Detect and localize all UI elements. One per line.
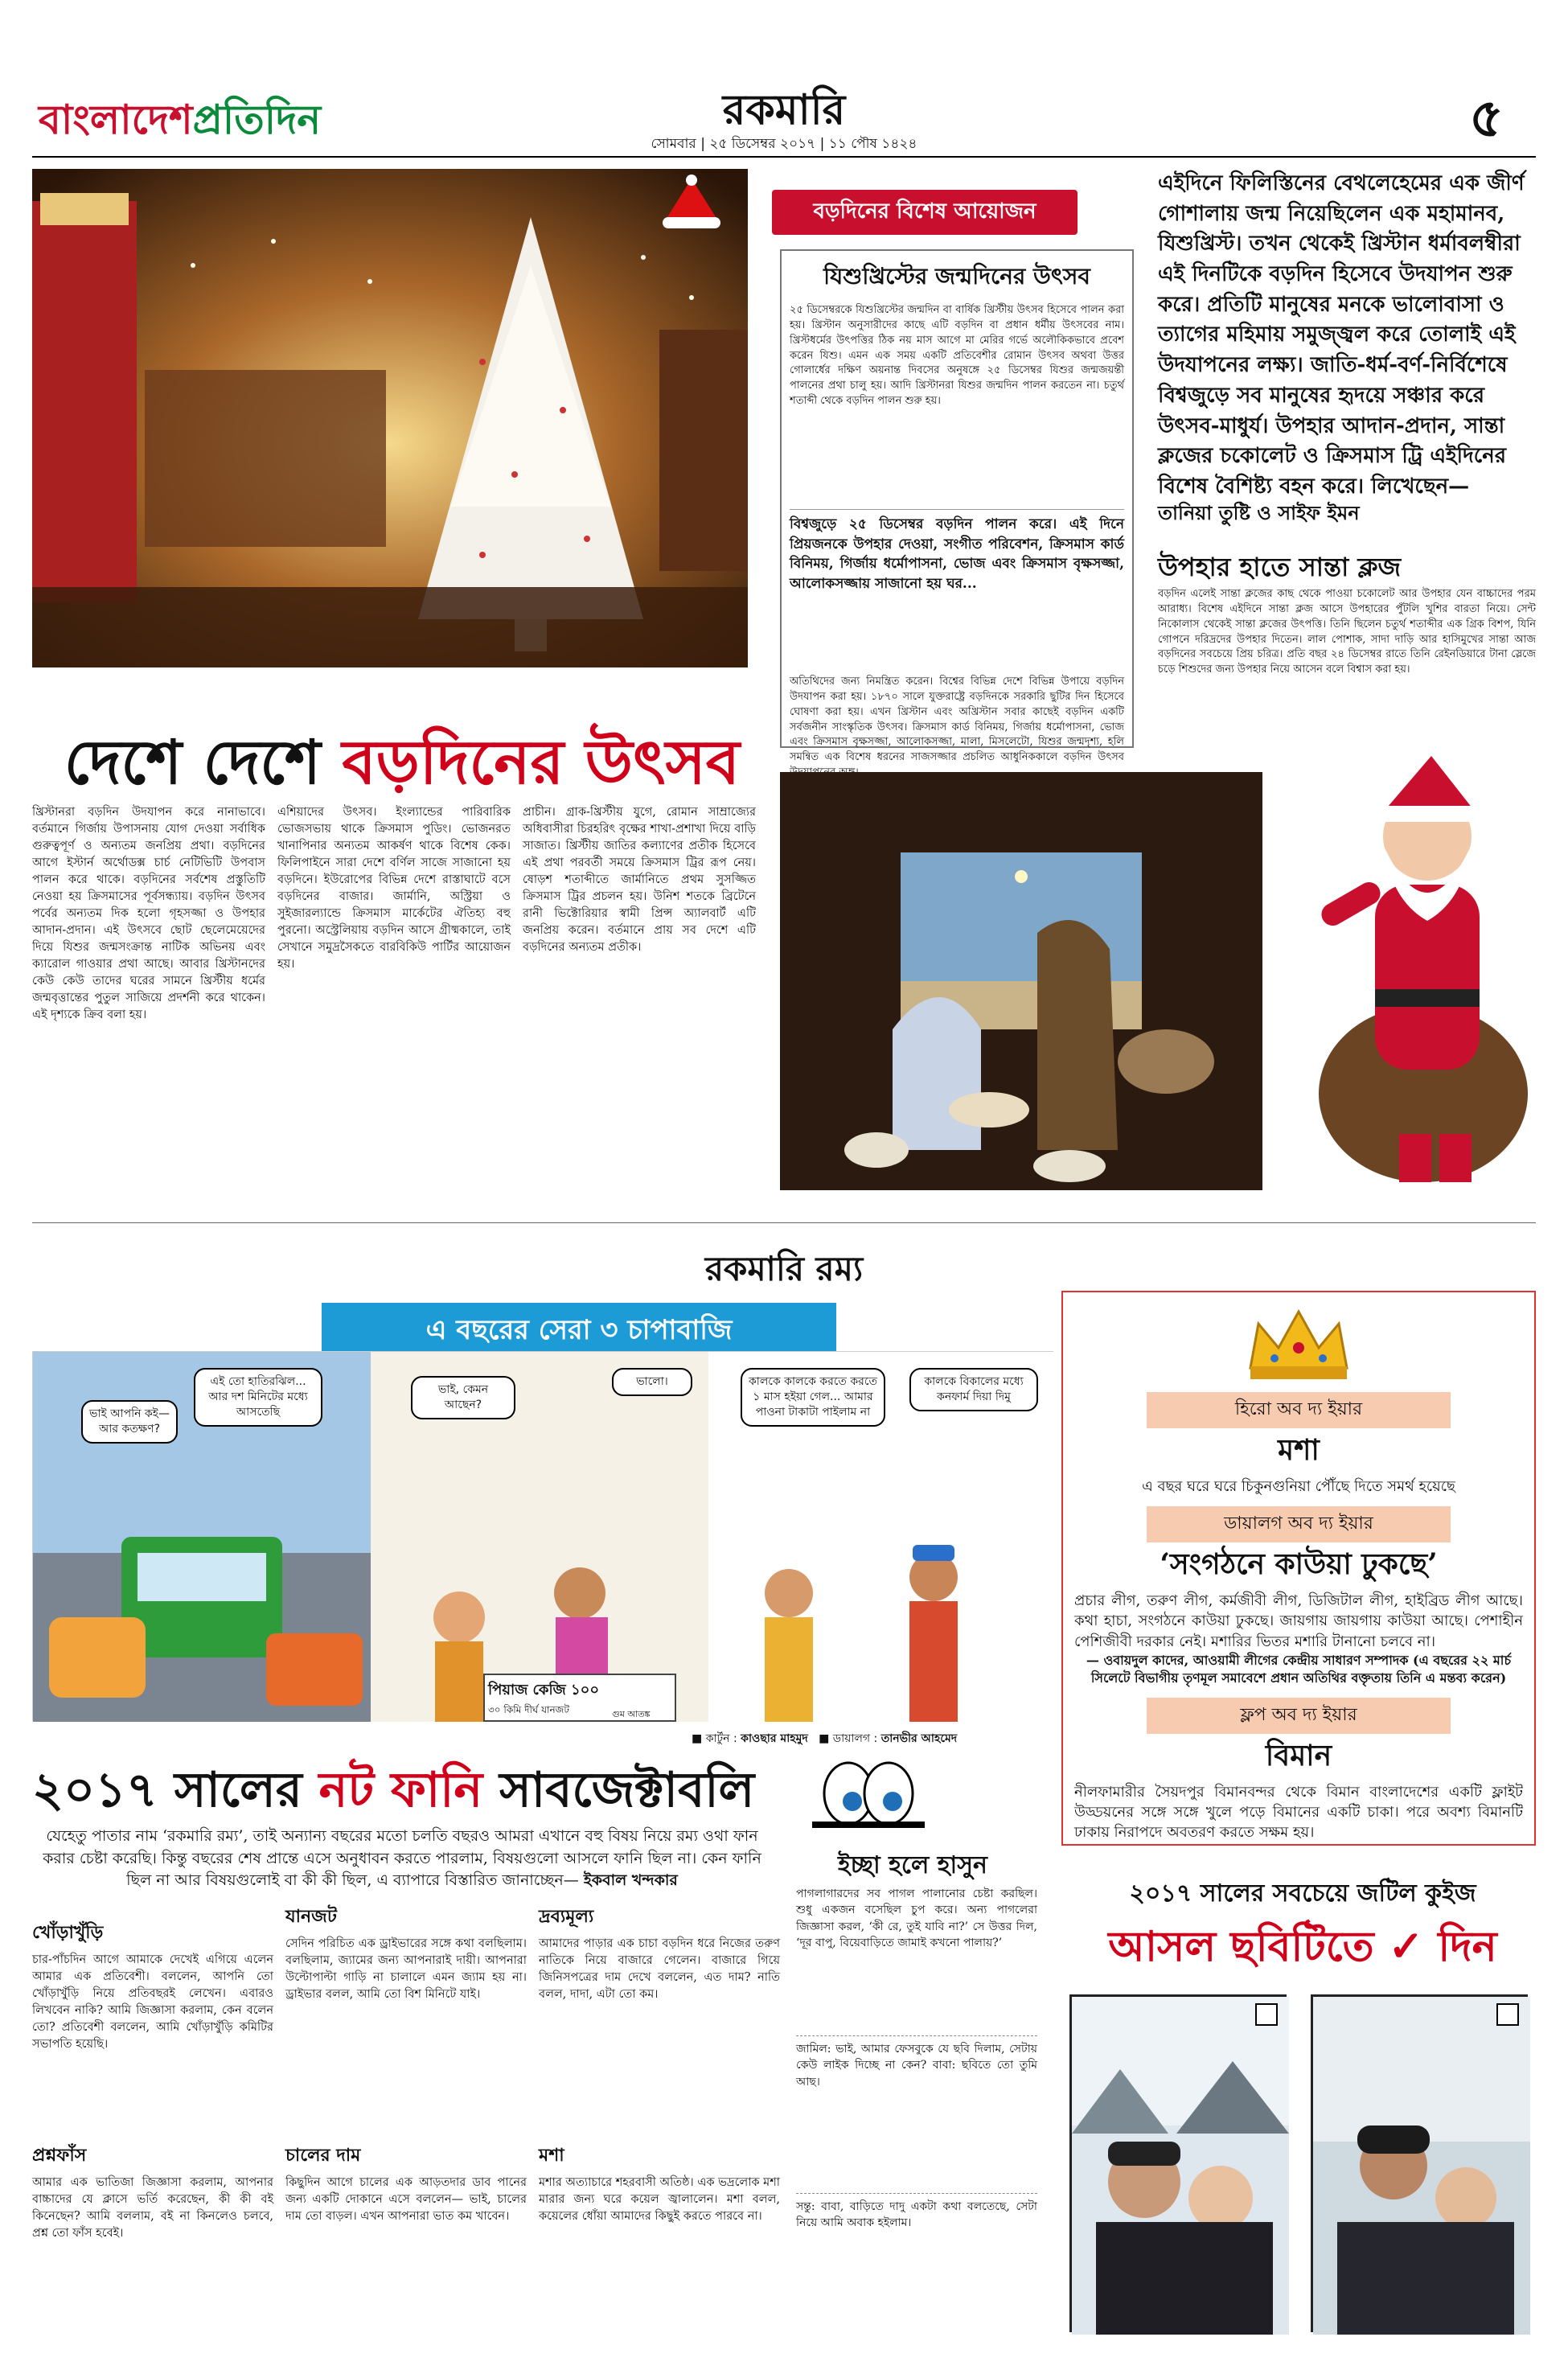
- santa-title-text: উপহার হাতে সান্তা ক্লজ: [1158, 552, 1402, 582]
- subject-body-4: কিছুদিন আগে চালের এক আড়তদার ডাব পানের জন্য একটি দোকানে এসে বললেন— ভাই, চালের দাম তো বাড়ল। এখন আপনারা ভাত কম খাবেন।: [285, 2176, 527, 2224]
- section-title: রকমারি: [722, 85, 846, 134]
- peeking-eyes-icon: [812, 1753, 925, 1842]
- subject-head-5: দ্রব্যমূল্য: [539, 1906, 594, 1927]
- bubble-3: ভাই, কেমন আছেন?: [411, 1376, 515, 1419]
- body-column-1: খ্রিস্টানরা বড়দিন উদযাপন করে নানাভাবে। বর্তমানে গির্জায় উপাসনায় যোগ দেওয়া সর্বাধিক গুরুত্বপূর্ণ ও অন্যতম জনপ্রিয় প্রথা। বড়দিনের আগে ইস্টার্ন অর্থোডক্স চার্চ নেটিভিটি উপবাস পালন করে থাকে। বড়দিনের সর্বশেষ প্রস্তুতিটি নেওয়া হয় ক্রিসমাসের পূর্বসন্ধ্যায়। বড়দিন উৎসব পর্বের অন্যতম দিক হলো গৃহসজ্জা ও উপহার আদান-প্রদান। এই উৎসবে ছোট ছেলেমেয়েদের দিয়ে যিশুর জন্মসংক্রান্ত নাটিক অভিনয় এবং ক্যারোল গাওয়ার প্রথা আছে। আবার খ্রিস্টানদের কেউ কেউ তাদের ঘরের সামনে খ্রিস্টীয় ধর্মের জন্মবৃত্তান্তের পুতুল সাজিয়ে প্রদর্শনী করে থাকেন। এই দৃশ্যকে ক্রিব বলা হয়।: [32, 806, 265, 1022]
- quiz-photo-1[interactable]: [1069, 1994, 1287, 2332]
- dialog-credit-label: ডায়ালগ: [832, 1732, 871, 1745]
- cartoon-credit-label: কার্টুন: [705, 1732, 730, 1745]
- subject-head-3: যানজট: [285, 1906, 337, 1927]
- birthday-title: যিশুখ্রিস্টের জন্মদিনের উৎসব: [823, 263, 1090, 290]
- logo-text-1: বাংলাদেশ: [39, 97, 193, 143]
- subject-col-3: [539, 1898, 780, 2348]
- headline-part-2: বড়দিনের উৎসব: [342, 726, 741, 798]
- cartoon-title-banner: এ বছরের সেরা ৩ চাপাবাজি: [322, 1303, 836, 1362]
- body-column-2: এশিয়াদের উৎসব। ইংল্যান্ডের পারিবারিক ভোজসভায় থাকে ক্রিসমাস পুডিং। ভোজনরত খানাপিনার অন্যতম আকর্ষণ থাকে বিশেষ কেক। ফিলিপাইনে সারা দেশে বর্ণিল সাজে সাজানো হয় বড়দিনে। ইউরোপের বিভিন্ন দেশে রাস্তাঘাটে বসে বড়দিনের বাজার। জার্মানি, অস্ট্রিয়া ও সুইজারল্যান্ডে ক্রিসমাস মার্কেটের ঐতিহ্য বহু পুরনো। অস্ট্রেলিয়ায় বড়দিন আসে গ্রীষ্মকালে, তাই সেখানে সমুদ্রসৈকতে বারবিকিউ পার্টির আয়োজন হয়।: [277, 806, 511, 971]
- subjects-title-3: সাবজেক্টাবলি: [482, 1762, 755, 1818]
- quiz-checkbox-2[interactable]: [1496, 2003, 1519, 2026]
- subjects-title-1: ২০১৭ সালের: [32, 1762, 319, 1818]
- laugh-joke-2: জামিল: ভাই, আমার ফেসবুকে যে ছবি দিলাম, সেটায় কেউ লাইক দিচ্ছে না কেন? বাবা: ছবিতে তো তুমি আছ।: [796, 2035, 1037, 2188]
- laugh-joke-1: পাগলাগারদের সব পাগল পালানোর চেষ্টা করছিল। শুধু একজন বসেছিল চুপ করে। অন্য পাগলেরা জিজ্ঞাসা করল, ‘কী রে, তুই যাবি না?’ সে উত্তর দিল, ‘দূর বাপু, বিয়েবাড়িতে জামাই কখনো পালায়?’: [796, 1887, 1037, 1949]
- santa-body: বড়দিন এলেই সান্তা ক্লজের কাছ থেকে পাওয়া চকোলেট আর উপহার যেন বাচ্চাদের পরম আরাধ্য। বিশেষ এইদিনে সান্তা ক্লজ আসে উপহারের পুঁটলি খুশির বারতা নিয়ে। সেন্ট নিকোলাস থেকেই সান্তা ক্লজের উৎপত্তি। তিনি ছিলেন চতুর্থ শতাব্দীর এক গ্রিক বিশপ, যিনি গোপনে দরিদ্রদের উপহার দিতেন। লাল পোশাক, সাদা দাড়ি আর হাসিমুখের সান্তা আজ বড়দিনের সবচেয়ে প্রিয় চরিত্র। প্রতি বছর ২৪ ডিসেম্বর রাতে তিনি রেইনডিয়ারে টানা স্লেজে চড়ে শিশুদের জন্য উপহার নিয়ে আসেন বলে বিশ্বাস করা হয়।: [1158, 588, 1536, 676]
- birthday-callout: বিশ্বজুড়ে ২৫ ডিসেম্বর বড়দিন পালন করে। এই দিনে প্রিয়জনকে উপহার দেওয়া, সংগীত পরিবেশন, ক্রিসমাস কার্ড বিনিময়, গির্জায় ধর্মোপাসনা, ভোজ এবং ক্রিসমাস বৃক্ষসজ্জা, আলোকসজ্জায় সাজানো হয় ঘর...: [790, 509, 1124, 670]
- award-tag-2: ডায়ালগ অব দ্য ইয়ার: [1147, 1506, 1451, 1542]
- awards-box: [1061, 1291, 1536, 1846]
- subject-body-5: আমাদের পাড়ার এক চাচা বড়দিন ধরে নিজের তরুণ নাতিকে নিয়ে বাজারে গেলেন। বাজারে গিয়ে জিনিসপত্রের দাম দেখে বললেন, এত দাম? নাতি বলল, দাদা, এটা তো কম।: [539, 1937, 780, 2002]
- subject-head-2: প্রশ্নফাঁস: [32, 2145, 87, 2166]
- date-line: সোমবার | ২৫ ডিসেম্বর ২০১৭ | ১১ পৌষ ১৪২৪: [651, 136, 917, 152]
- newspaper-sub: ৩০ কিমি দীর্ঘ যানজট: [488, 1704, 569, 1715]
- award-credit-2: — ওবায়দুল কাদের, আওয়ামী লীগের কেন্দ্রীয় সাধারণ সম্পাদক (এ বছরের ২২ মার্চ সিলেটে বিভাগীয় তৃণমূল সমাবেশে প্রধান অতিথির বক্তৃতায় তিনি এ মন্তব্য করেন): [1086, 1652, 1512, 1686]
- subjects-headline: [32, 1753, 772, 1834]
- award-name-2: ‘সংগঠনে কাউয়া ঢুকছে’: [1160, 1547, 1438, 1582]
- subjects-title-2: নট ফানি: [318, 1762, 483, 1818]
- award-name-1: মশা: [1278, 1433, 1320, 1467]
- subject-col-1: [32, 1914, 273, 2348]
- christmas-tree-photo: [32, 169, 748, 667]
- birthday-body: ২৫ ডিসেম্বরকে যিশুখ্রিস্টের জন্মদিন বা বার্ষিক খ্রিস্টীয় উৎসব হিসেবে পালন করা হয়। খ্রিস্টান অনুসারীদের কাছে এটি বড়দিন বা প্রধান ধর্মীয় উৎসবের নাম। খ্রিস্টধর্মের উৎপত্তির ঠিক নয় মাস আগে মা মেরির গর্ভে অলৌকিকভাবে প্রবেশ করেন যিশু। এমন এক সময় একটি প্রতিবেশীর রোমান উৎসব অথবা উত্তর গোলার্ধের দক্ষিণ অয়নান্ত দিবসের অনুষঙ্গে ২৫ ডিসেম্বর যিশুর জন্মজয়ন্তী পালনের প্রথা চালু হয়। আদি খ্রিস্টানরা যিশুর জন্মদিন পালন করতেন না। চতুর্থ শতাব্দী থেকে বড়দিন পালন শুরু হয়।: [790, 304, 1124, 408]
- santa-claus-image: [1303, 748, 1536, 1198]
- bubble-1: ভাই আপনি কই— আর কতক্ষণ?: [81, 1400, 178, 1444]
- intro-text: এইদিনে ফিলিস্তিনের বেথলেহেমের এক জীর্ণ গোশালায় জন্ম নিয়েছিলেন এক মহামানব, যিশুখ্রিস্ট। তখন থেকেই খ্রিস্টান ধর্মাবলম্বীরা এই দিনটিকে বড়দিন হিসেবে উদযাপন শুরু করে। প্রতিটি মানুষের মনকে ভালোবাসা ও ত্যাগের মহিমায় সমুজ্জ্বল করে তোলাই এই উদযাপনের লক্ষ্য। জাতি-ধর্ম-বর্ণ-নির্বিশেষে বিশ্বজুড়ে সব মানুষের হৃদয়ে সঞ্চার করে উৎসব-মাধুর্য। উপহার আদান-প্রদান, সান্তা ক্লজের চকোলেট ও ক্রিসমাস ট্রি এইদিনের বিশেষ বৈশিষ্ট্য বহন করে। লিখেছেন—: [1158, 171, 1525, 499]
- quiz-subtitle: আসল ছবিটিতে ✓ দিন: [1108, 1922, 1497, 1971]
- crown-icon: [1242, 1304, 1355, 1384]
- laugh-joke-3: সন্তু: বাবা, বাড়িতে দাদু একটা কথা বলতেছে, সেটা নিয়ে আমি অবাক হইলাম।: [796, 2193, 1037, 2338]
- subject-body-2: আমার এক ভাতিজা জিজ্ঞাসা করলাম, আপনার বাচ্চাদের যে ক্লাসে ভর্তি করেছেন, কী কী বই কিনেছেন? আমি বললাম, বই না কিনলেও চলবে, প্রশ্ন তো ফাঁস হবেই।: [32, 2176, 273, 2241]
- bubble-6: কালকে বিকালের মধ্যে কনফার্ম দিয়া দিমু: [909, 1368, 1038, 1411]
- santa-hat-icon: [659, 175, 724, 232]
- subject-head-1: খোঁড়াখুঁড়ি: [32, 1922, 104, 1943]
- cartoon-credits: ■ কার্টুন : কাওছার মাহমুদ ■ ডায়ালগ : তানভীর আহমেদ: [692, 1732, 958, 1745]
- award-text-1: এ বছর ঘরে ঘরে চিকুনগুনিয়া পৌঁছে দিতে সমর্থ হয়েছে: [1142, 1478, 1455, 1495]
- newspaper-tag: গুম আতঙ্ক: [612, 1709, 651, 1719]
- subject-body-6: মশার অত্যাচারে শহরবাসী অতিষ্ঠ। এক ভদ্রলোক মশা মারার জন্য ঘরে কয়েল জ্বালালেন। মশা বলল, কয়েলের ধোঁয়া আমাদের কিছুই করতে পারবে না।: [539, 2176, 780, 2224]
- section-divider: [32, 1222, 1536, 1223]
- subject-col-2: [285, 1898, 527, 2348]
- award-name-3: বিমান: [1265, 1738, 1332, 1772]
- cartoon-strip: [32, 1351, 1053, 1721]
- cartoon-credit: কাওছার মাহমুদ: [741, 1732, 808, 1745]
- logo-text-2: প্রতিদিন: [192, 97, 322, 143]
- subjects-intro-text: যেহেতু পাতার নাম ‘রকমারি রম্য’, তাই অন্যান্য বছরের মতো চলতি বছরও আমরা এখানে বহু বিষয় নিয়ে রম্য ওথা ফান করার চেষ্টা করেছি। কিন্তু বছরের শেষ প্রান্তে এসে অনুধাবন করতে পারলাম, বিষয়গুলো আসলে ফানি ছিল না। কেন ফানি ছিল না আর বিষয়গুলোই বা কী কী ছিল, এ ব্যাপারে বিস্তারিত জানাচ্ছেন—: [43, 1827, 761, 1890]
- birthday-body-2: অতিথিদের জন্য নিমন্ত্রিত করেন। বিশ্বের বিভিন্ন দেশে বিভিন্ন উপায়ে বড়দিন উদযাপন করা হয়। ১৮৭০ সালে যুক্তরাষ্ট্রে বড়দিনকে সরকারি ছুটির দিন হিসেবে ঘোষণা করা হয়। এখন খ্রিস্টান এবং অখ্রিস্টান সবার কাছেই বড়দিন একটি সর্বজনীন সাংস্কৃতিক উৎসব। ক্রিসমাস কার্ড বিনিময়, গির্জায় ধর্মোপাসনা, ভোজ এবং ক্রিসমাস বৃক্ষসজ্জা, আলোকসজ্জা, মালা, মিসলেটো, যিশুর জন্মদৃশ্য, হলি সমন্বিত এক বিশেষ ধরনের সাজসজ্জার প্রচলিত আধুনিককালে বড়দিন উৎসব: [790, 676, 1124, 764]
- dialog-credit: তানভীর আহমেদ: [880, 1732, 958, 1745]
- bubble-4: ভালো।: [612, 1368, 692, 1396]
- newspaper-headline: পিয়াজ কেজি ১০০: [488, 1682, 600, 1698]
- quiz-photo-2[interactable]: [1311, 1994, 1528, 2332]
- fun-section-title: রকমারি রম্য: [704, 1249, 864, 1288]
- byline: তানিয়া তুষ্টি ও সাইফ ইমন: [1158, 501, 1360, 524]
- special-ribbon: বড়দিনের বিশেষ আয়োজন: [772, 190, 1077, 235]
- quiz-title: ২০১৭ সালের সবচেয়ে জটিল কুইজ: [1129, 1879, 1476, 1908]
- laugh-column: [796, 1886, 1037, 2352]
- quiz-checkbox-1[interactable]: [1255, 2003, 1278, 2026]
- subject-body-3: সেদিন পরিচিত এক ড্রাইভারের সঙ্গে কথা বলছিলাম। বলছিলাম, জ্যামের জন্য আপনারাই দায়ী। আপনারা উল্টোপাল্টা গাড়ি না চালালে এমন জ্যাম হয় না। ড্রাইভার বলল, আমি তো বিশ মিনিটে যাই।: [285, 1937, 527, 2002]
- bubble-5: কালকে কালকে করতে করতে ১ মাস হইয়া গেল... আমার পাওনা টাকাটা পাইলাম না: [741, 1368, 885, 1427]
- birthday-box: [780, 249, 1134, 764]
- masthead-rule: [32, 156, 1536, 158]
- subject-body-1: চার-পাঁচদিন আগে আমাকে দেখেই এগিয়ে এলেন আমার এক প্রতিবেশী। বললেন, আপনি তো খোঁড়াখুঁড়ি নিয়ে প্রতিবছরই লেখেন। এবারও লিখবেন নাকি? আমি জিজ্ঞাসা করলাম, কেন বলেন তো? প্রতিবেশী বললেন, আমি খোঁড়াখুঁড়ি কমিটির সভাপতি হয়েছি।: [32, 1953, 273, 2052]
- award-text-2: প্রচার লীগ, তরুণ লীগ, কর্মজীবী লীগ, ডিজিটাল লীগ, হাইব্রিড লীগ আছে। কথা হাচা, সংগঠনে কাউয়া ঢুকছে। জায়গায় জায়গায় কাউয়া আছে। পেশাহীন পেশিজীবী দরকার নেই। মশারির ভিতর মশারি টানানো চলবে না।: [1074, 1592, 1523, 1650]
- award-text-3: নীলফামারীর সৈয়দপুর বিমানবন্দর থেকে বিমান বাংলাদেশের একটি ফ্লাইট উড্ডয়নের সঙ্গে সঙ্গে খুলে পড়ে বিমানের একটি চাকা। পরে অবশ্য বিমানটি ঢাকায় নিরাপদে অবতরণ করতে সক্ষম হয়।: [1074, 1783, 1523, 1841]
- subject-head-6: মশা: [539, 2145, 564, 2166]
- christmas-intro: [1158, 169, 1536, 539]
- main-headline: [32, 716, 772, 818]
- body-column-3: প্রাচীন। গ্রাক-খ্রিস্টীয় যুগে, রোমান সাম্রাজ্যের অধিবাসীরা চিরহরিৎ বৃক্ষের শাখা-প্রশাখা দিয়ে বাড়ি সাজাত। খ্রিস্টীয় জাতির কল্যাণের প্রতীক হিসেবে এই প্রথা পরবর্তী সময়ে ক্রিসমাস ট্রির রূপ নেয়। ষোড়শ শতাব্দীতে জার্মানিতে প্রথম সুসজ্জিত ক্রিসমাস ট্রির প্রচলন হয়। উনিশ শতকে ব্রিটেনে রানী ভিক্টোরিয়ার স্বামী প্রিন্স অ্যালবার্ট এটি জনপ্রিয় করেন। বর্তমানে প্রায় সব দেশে এটি বড়দিনের অন্যতম প্রতীক।: [523, 806, 756, 955]
- laugh-title: ইচ্ছা হলে হাসুন: [838, 1851, 987, 1879]
- nativity-painting: [780, 772, 1262, 1190]
- award-tag-1: হিরো অব দ্য ইয়ার: [1147, 1392, 1451, 1428]
- santa-title: [1158, 547, 1536, 590]
- subjects-intro: [32, 1826, 772, 1892]
- headline-part-1: দেশে দেশে: [64, 726, 343, 798]
- subjects-byline: ইকবাল খন্দকার: [583, 1871, 678, 1890]
- bubble-2: এই তো হাতিরঝিল... আর দশ মিনিটের মধ্যে আসতেছি: [194, 1368, 322, 1427]
- award-tag-3: ফ্লপ অব দ্য ইয়ার: [1147, 1698, 1451, 1734]
- subject-head-4: চালের দাম: [285, 2145, 361, 2166]
- page-number: ৫: [1469, 86, 1504, 149]
